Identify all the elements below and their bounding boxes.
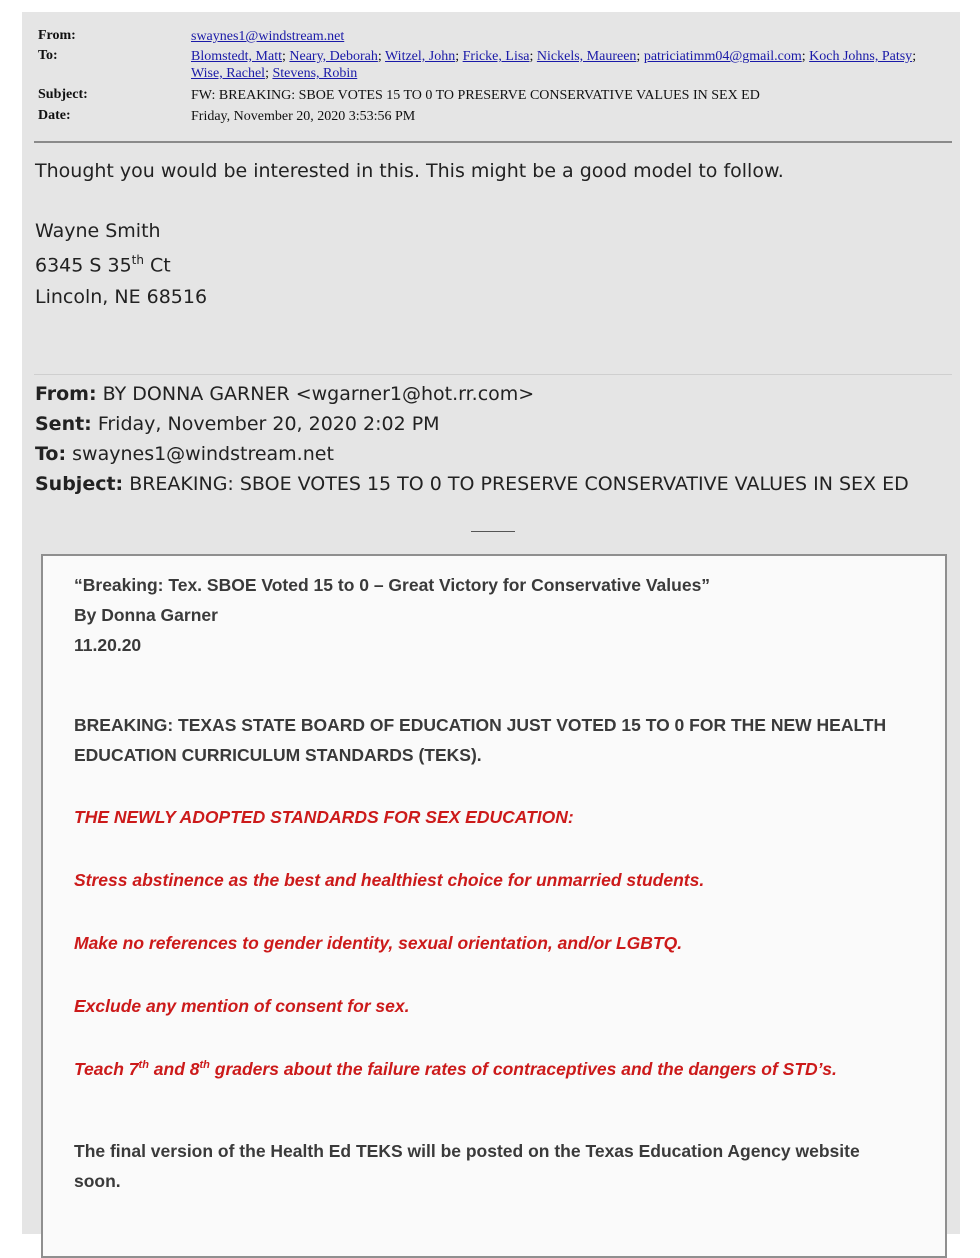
street-type: Ct	[143, 254, 171, 277]
fwd-subject-value: BREAKING: SBOE VOTES 15 TO 0 TO PRESERVE CONSERVATIVE VALUES IN SEX ED	[123, 473, 909, 495]
to-label: To:	[38, 48, 58, 63]
subject-value: FW: BREAKING: SBOE VOTES 15 TO 0 TO PRESERVE CONSERVATIVE VALUES IN SEX ED	[191, 88, 760, 103]
fwd-sent-value: Friday, November 20, 2020 2:02 PM	[91, 413, 440, 435]
fwd-sent-label: Sent:	[35, 413, 92, 435]
subject-label: Subject:	[38, 87, 88, 102]
item4-text-b: and 8	[148, 1059, 200, 1079]
fwd-subject-line	[35, 473, 909, 495]
recipient-link[interactable]: Fricke, Lisa	[462, 49, 530, 64]
article-byline: By Donna Garner	[74, 605, 218, 625]
recipient-link[interactable]: Blomstedt, Matt	[191, 49, 282, 64]
forwarded-article	[41, 554, 947, 1258]
article-title: “Breaking: Tex. SBOE Voted 15 to 0 – Great Victory for Conservative Values”	[74, 575, 711, 595]
recipient-list: Blomstedt, Matt; Neary, Deborah; Witzel, John; Fricke, Lisa; Nickels, Maureen; patriciatimm04@gmail.com; Koch Johns, Patsy; Wise, Rachel; Stevens, Robin	[191, 49, 917, 81]
recipient-link[interactable]: Wise, Rachel	[191, 66, 266, 81]
email-page	[22, 12, 960, 1234]
street-text: 6345 S 35	[35, 254, 132, 277]
standard-item	[74, 1059, 904, 1080]
item4-text-c: graders about the failure rates of contraceptives and the dangers of STD’s.	[209, 1059, 837, 1079]
article-final-note: The final version of the Health Ed TEKS will be posted on the Texas Education Agency website soon.	[74, 1141, 860, 1191]
signature-name: Wayne Smith	[35, 220, 161, 242]
date-value: Friday, November 20, 2020 3:53:56 PM	[191, 109, 416, 124]
item4-sup-1: th	[138, 1059, 149, 1072]
standards-heading: THE NEWLY ADOPTED STANDARDS FOR SEX EDUCATION:	[74, 807, 574, 827]
header-divider	[34, 141, 952, 143]
signature-street	[35, 253, 171, 276]
fwd-from-value: BY DONNA GARNER <wgarner1@hot.rr.com>	[96, 383, 535, 405]
item4-text-a: Teach 7	[74, 1059, 139, 1079]
street-suffix: th	[131, 253, 144, 267]
article-date: 11.20.20	[74, 635, 142, 655]
recipient-link[interactable]: Stevens, Robin	[272, 66, 358, 81]
separator-dash	[471, 531, 515, 532]
from-address-link[interactable]: swaynes1@windstream.net	[191, 29, 345, 44]
date-label: Date:	[38, 108, 71, 123]
standard-item: Exclude any mention of consent for sex.	[74, 996, 410, 1016]
item4-sup-2: th	[199, 1059, 210, 1072]
recipient-link[interactable]: patriciatimm04@gmail.com	[643, 49, 802, 64]
recipient-link[interactable]: Witzel, John	[385, 49, 456, 64]
recipient-link[interactable]: Koch Johns, Patsy	[809, 49, 913, 64]
fwd-sent-line	[35, 413, 440, 435]
recipient-link[interactable]: Neary, Deborah	[289, 49, 378, 64]
fwd-from-label: From:	[35, 383, 97, 405]
fwd-subject-label: Subject:	[35, 473, 124, 495]
forward-divider	[34, 374, 952, 375]
standard-item: Make no references to gender identity, sexual orientation, and/or LGBTQ.	[74, 933, 683, 953]
article-breaking: BREAKING: TEXAS STATE BOARD OF EDUCATION JUST VOTED 15 TO 0 FOR THE NEW HEALTH EDUCATION CURRICULUM STANDARDS (TEKS).	[74, 715, 887, 765]
fwd-to-label: To:	[35, 443, 67, 465]
from-label: From:	[38, 28, 76, 43]
fwd-to-value: swaynes1@windstream.net	[66, 443, 334, 465]
intro-text: Thought you would be interested in this. This might be a good model to follow.	[35, 160, 784, 182]
recipient-link[interactable]: Nickels, Maureen	[536, 49, 637, 64]
standard-item: Stress abstinence as the best and healthiest choice for unmarried students.	[74, 870, 705, 890]
signature-city: Lincoln, NE 68516	[35, 286, 208, 308]
fwd-to-line	[35, 443, 334, 465]
fwd-from-line	[35, 383, 534, 405]
